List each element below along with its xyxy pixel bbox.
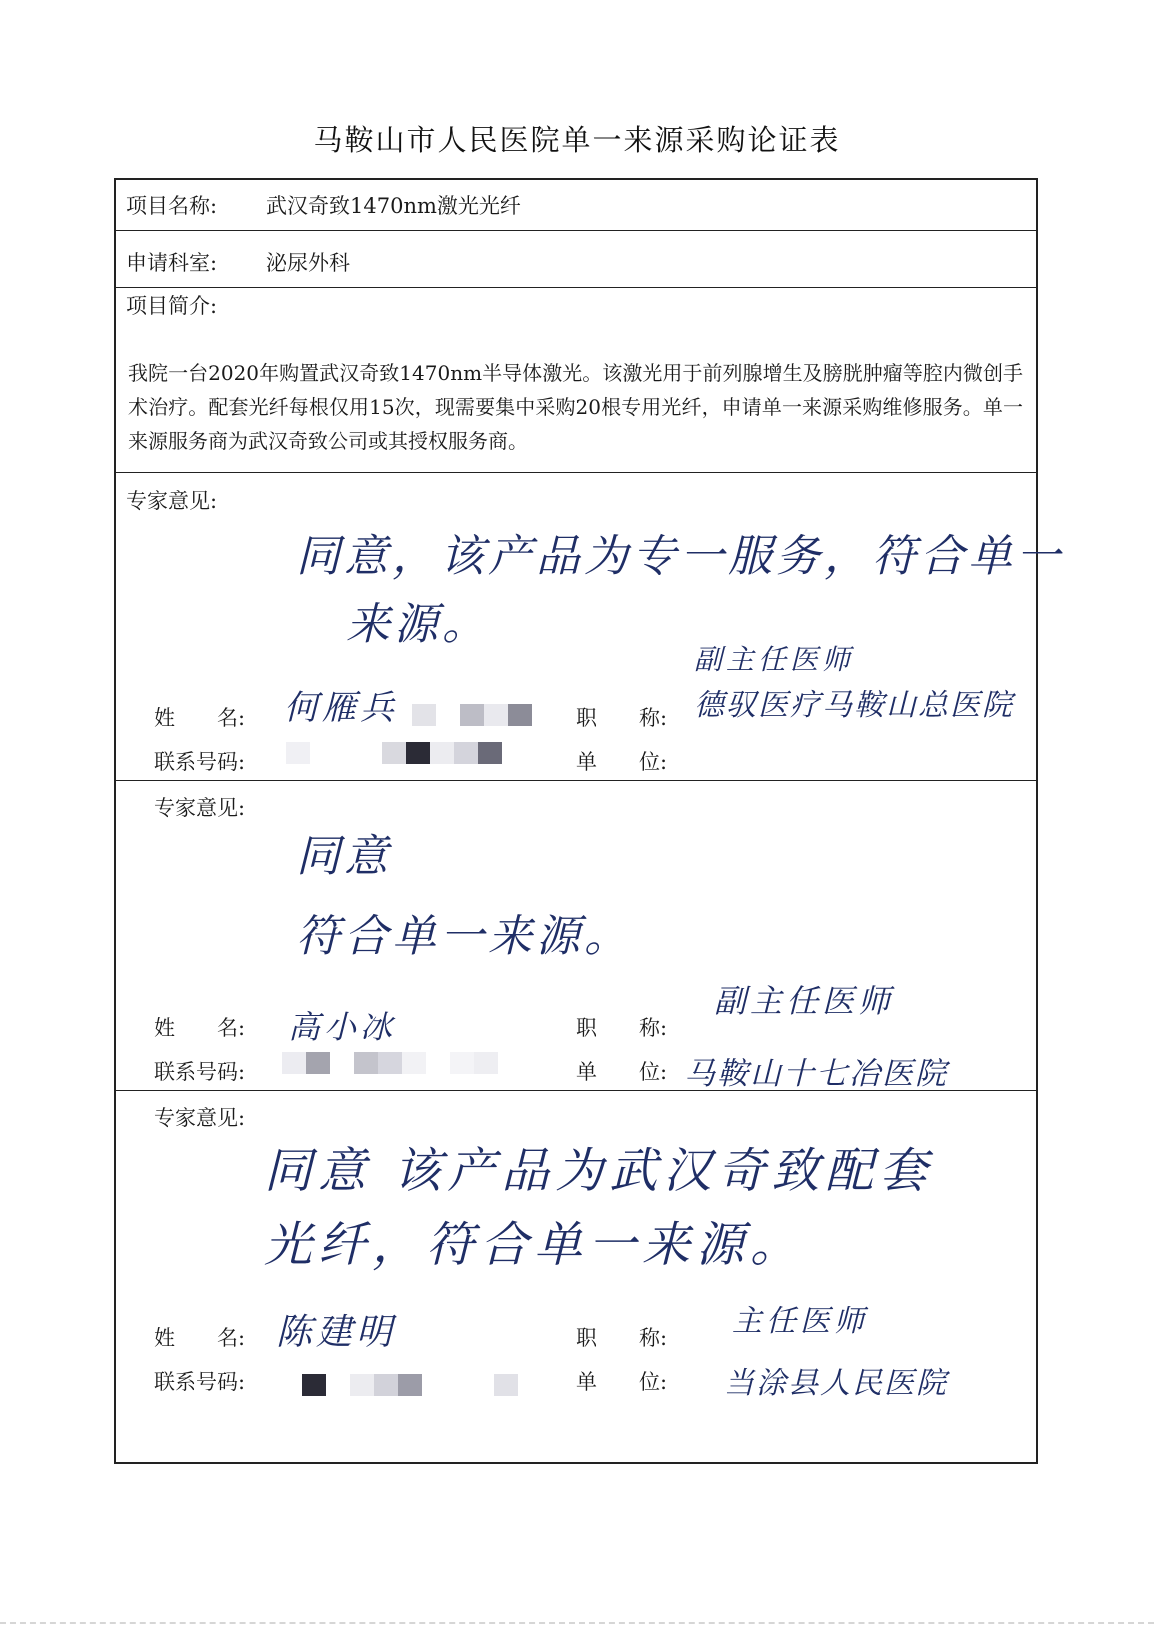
expert-2-opinion-label: 专家意见:: [154, 796, 246, 820]
expert-1-opinion-line-1: 同意，该产品为专一服务，符合单一: [296, 531, 1064, 582]
expert-1-opinion-line-2: 来源。: [346, 599, 490, 650]
project-name-label: 项目名称:: [126, 194, 218, 218]
expert-2-phone-label: 联系号码:: [154, 1060, 246, 1084]
expert-3-name-signature: 陈建明: [276, 1312, 397, 1353]
procurement-form: [114, 178, 1064, 1464]
expert-2-unit-signature: 马鞍山十七冶医院: [684, 1056, 948, 1092]
expert-2-unit-label: 单 位:: [576, 1060, 668, 1084]
redaction-mask: [412, 704, 532, 726]
expert-1-name-label: 姓 名:: [154, 706, 246, 730]
expert-2-opinion-line-1: 同意: [296, 831, 392, 882]
expert-1-title-signature: 副主任医师: [694, 643, 855, 676]
expert-1-opinion-label: 专家意见:: [126, 489, 218, 513]
divider: [116, 1090, 1036, 1091]
page-title: 马鞍山市人民医院单一来源采购论证表: [313, 123, 841, 157]
expert-1-unit-signature: 德驭医疗马鞍山总医院: [694, 688, 1014, 723]
divider: [116, 230, 1036, 231]
expert-2-name-label: 姓 名:: [154, 1016, 246, 1040]
expert-2-title-signature: 副主任医师: [714, 982, 895, 1020]
project-intro-text: 我院一台2020年购置武汉奇致1470nm半导体激光。该激光用于前列腺增生及膀胱肿瘤等腔内微创手术治疗。配套光纤每根仅用15次，现需要集中采购20根专用光纤，申请单一来源采购维修服务。单一来源服务商为武汉奇致公司或其授权服务商。: [128, 361, 1023, 453]
expert-2-name-signature: 高小冰: [288, 1008, 397, 1046]
expert-3-title-signature: 主任医师: [732, 1304, 868, 1339]
expert-3-unit-signature: 当涂县人民医院: [724, 1366, 948, 1401]
redaction-mask: [282, 1052, 498, 1074]
expert-3-opinion-line-1: 同意 该产品为武汉奇致配套: [264, 1143, 934, 1199]
expert-1-name-signature: 何雁兵: [284, 688, 398, 728]
redaction-mask: [286, 742, 502, 764]
expert-1-phone-label: 联系号码:: [154, 750, 246, 774]
divider: [116, 287, 1036, 288]
expert-3-name-label: 姓 名:: [154, 1326, 246, 1350]
divider: [116, 472, 1036, 473]
redaction-mask: [302, 1374, 518, 1396]
divider: [116, 780, 1036, 781]
expert-3-opinion-line-2: 光纤，符合单一来源。: [264, 1217, 805, 1273]
expert-1-title-label: 职 称:: [576, 706, 668, 730]
expert-1-unit-label: 单 位:: [576, 750, 668, 774]
department-label: 申请科室:: [126, 251, 218, 275]
project-intro-label: 项目简介:: [126, 294, 218, 318]
expert-3-unit-label: 单 位:: [576, 1370, 668, 1394]
expert-2-opinion-line-2: 符合单一来源。: [296, 911, 632, 962]
expert-3-phone-label: 联系号码:: [154, 1370, 246, 1394]
project-name-value: 武汉奇致1470nm激光光纤: [266, 194, 521, 218]
expert-3-opinion-label: 专家意见:: [154, 1106, 246, 1130]
expert-2-title-label: 职 称:: [576, 1016, 668, 1040]
department-value: 泌尿外科: [266, 251, 350, 275]
expert-3-title-label: 职 称:: [576, 1326, 668, 1350]
scan-edge-line: [0, 1622, 1154, 1624]
